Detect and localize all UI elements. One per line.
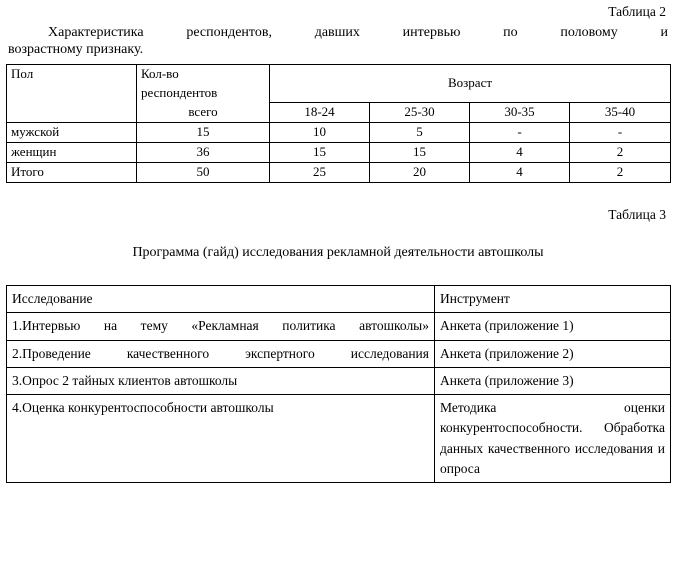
table-row [7,103,671,123]
table-respondents [6,64,671,184]
row2-right: Анкета (приложение 2) [435,340,671,367]
table2-title-line1: Характеристика респондентов, давших интервью по половому и [48,25,668,40]
table2-title [8,24,668,42]
table-row [7,64,671,84]
table2-title-line2-wrap [8,42,668,58]
table3-caption: Таблица 3 [608,207,666,222]
spacer [6,227,670,245]
header-age-3: 30-35 [470,103,570,123]
row-label-male: мужской [7,123,137,143]
table2-title-line2: возрастному признаку. [8,41,144,57]
table-row [7,367,671,394]
row-total-v1: 25 [270,163,370,183]
row3-right: Анкета (приложение 3) [435,367,671,394]
row-male-v2: 5 [370,123,470,143]
row-female-total: 36 [137,143,270,163]
row-female-v2: 15 [370,143,470,163]
row-total-v2: 20 [370,163,470,183]
row-total-total: 50 [137,163,270,183]
row1-right: Анкета (приложение 1) [435,313,671,340]
header-pol-empty [7,84,137,103]
row-female-v1: 15 [270,143,370,163]
row-total-v4: 2 [570,163,671,183]
row-label-total: Итого [7,163,137,183]
table-row [7,395,671,483]
row4-left: 4.Оценка конкурентоспособности автошколы [7,395,435,483]
header-instrument: Инструмент [435,286,671,313]
header-kolvo-line1: Кол-во [137,64,270,84]
header-age-4: 35-40 [570,103,671,123]
header-vozrast: Возраст [270,64,671,103]
row-female-v4: 2 [570,143,671,163]
header-vsego: всего [137,103,270,123]
row3-left: 3.Опрос 2 тайных клиентов автошколы [7,367,435,394]
row2-left: 2.Проведение качественного экспертного исследования [7,340,435,367]
table-row [7,340,671,367]
table-row [7,286,671,313]
table-row [7,313,671,340]
header-issledovanie: Исследование [7,286,435,313]
header-kolvo-line2: респондентов [137,84,270,103]
table-row [7,123,671,143]
header-pol-empty2 [7,103,137,123]
table-row [7,143,671,163]
table-program [6,285,671,483]
row4-right: Методика оценки конкурентоспособности. Обработка данных качественного исследования и опроса [435,395,671,483]
row-male-v4: - [570,123,671,143]
row-female-v3: 4 [470,143,570,163]
spacer [6,271,670,285]
header-pol: Пол [7,64,137,84]
table3-title: Программа (гайд) исследования рекламной деятельности автошколы [132,245,544,260]
header-age-2: 25-30 [370,103,470,123]
table2-caption: Таблица 2 [608,4,666,19]
row-label-female: женщин [7,143,137,163]
spacer [6,183,670,207]
row-male-v1: 10 [270,123,370,143]
row-male-v3: - [470,123,570,143]
row-male-total: 15 [137,123,270,143]
row1-left: 1.Интервью на тему «Рекламная политика автошколы» [7,313,435,340]
header-age-1: 18-24 [270,103,370,123]
row-total-v3: 4 [470,163,570,183]
table-row [7,163,671,183]
